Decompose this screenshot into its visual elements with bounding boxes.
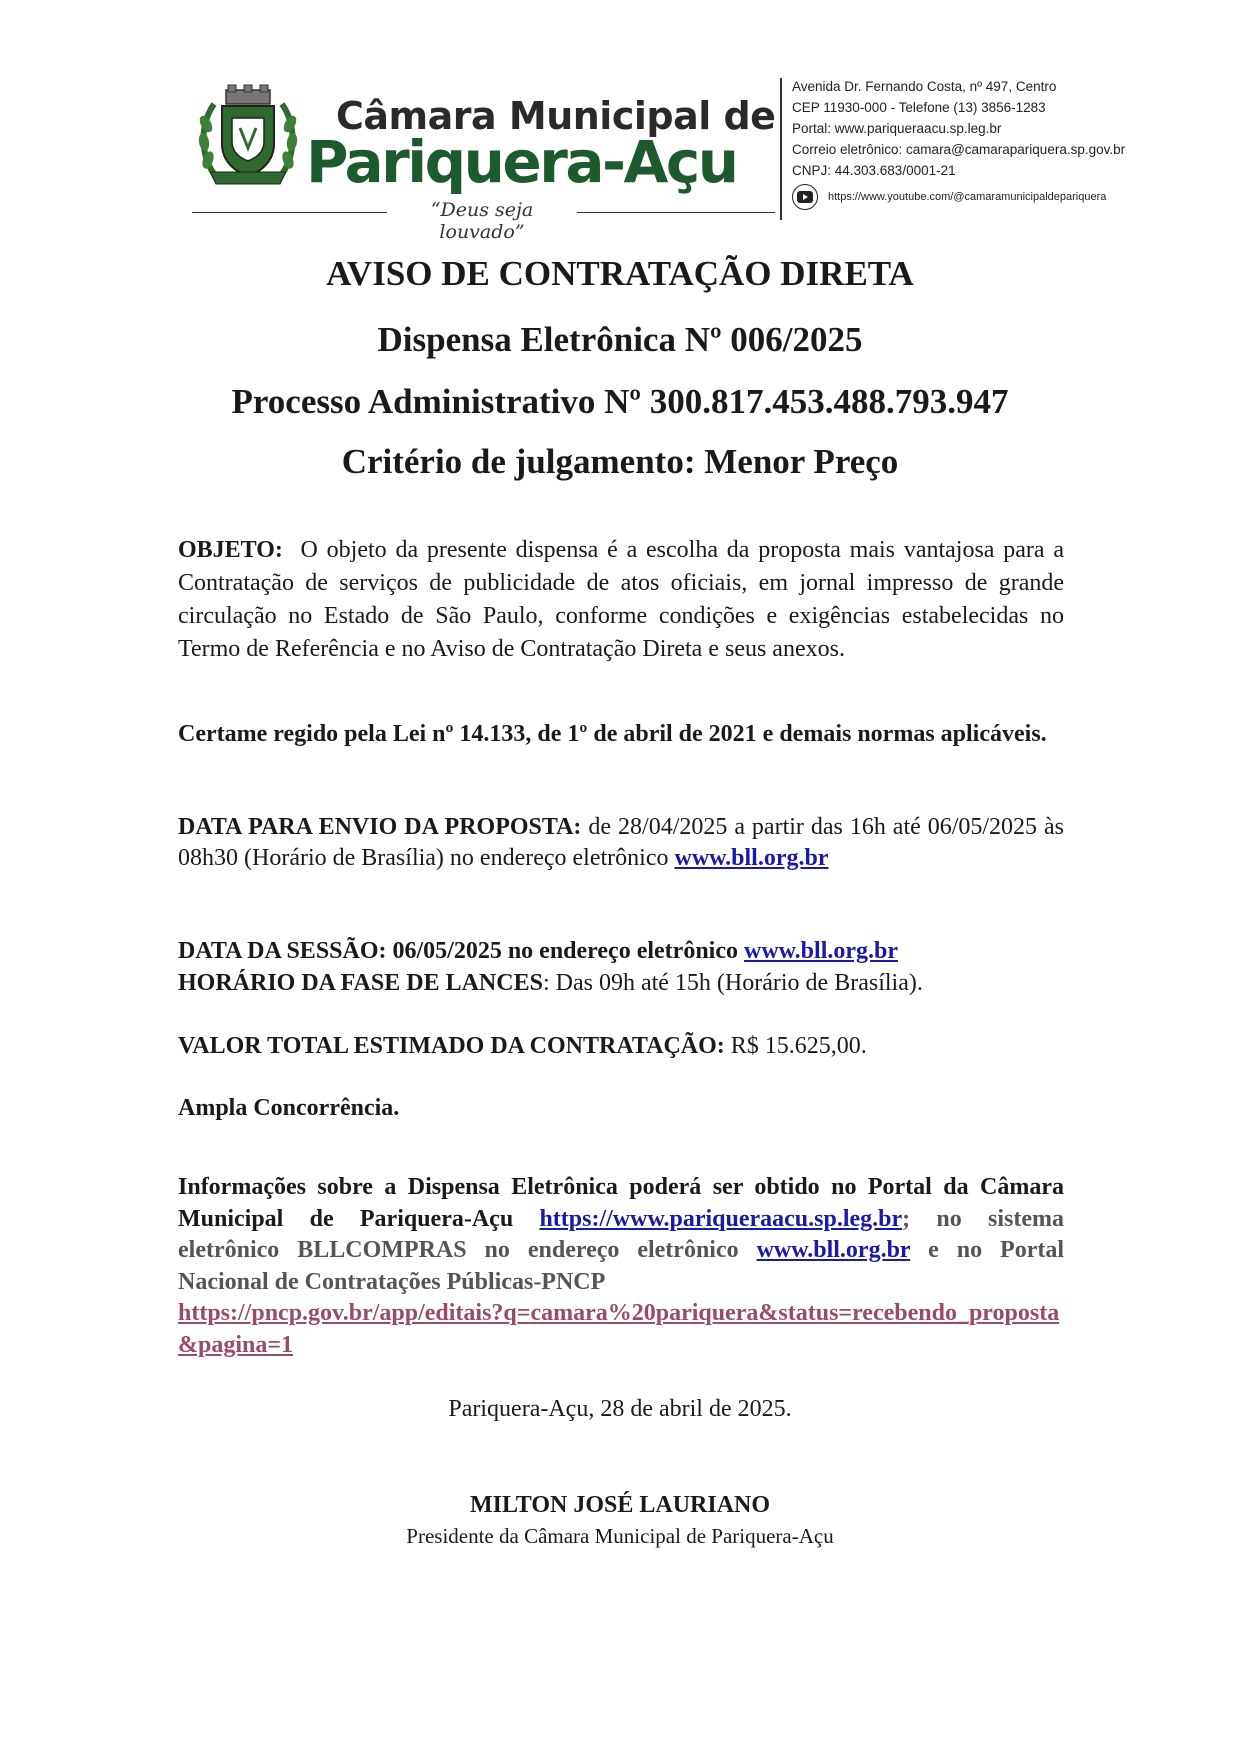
bll-link[interactable]: www.bll.org.br — [744, 938, 899, 964]
valor-paragraph — [178, 1030, 1064, 1063]
lances-label: HORÁRIO DA FASE DE LANCES — [178, 970, 543, 996]
data-envio-paragraph — [178, 812, 1064, 874]
contact-block — [792, 76, 1125, 181]
lances-text: : Das 09h até 15h (Horário de Brasília). — [542, 970, 923, 996]
certame-paragraph: Certame regido pela Lei nº 14.133, de 1º de abril de 2021 e demais normas aplicáveis. — [178, 721, 1047, 747]
portal-link[interactable]: https://www.pariqueraacu.sp.leg.br — [539, 1205, 903, 1232]
info-text-3: e no Portal Nacional de Contratações Públicas-PNCP — [178, 1237, 1065, 1295]
city-date: Pariquera-Açu, 28 de abril de 2025. — [448, 1396, 792, 1422]
criterio-julgamento: Critério de julgamento: Menor Preço — [341, 442, 899, 481]
motto: “Deus seja louvado” — [430, 199, 534, 243]
youtube-url[interactable]: https://www.youtube.com/@camaramunicipaldepariquera — [828, 191, 1107, 203]
youtube-icon — [792, 184, 818, 210]
contact-cnpj: CNPJ: 44.303.683/0001-21 — [792, 163, 956, 178]
letterhead-divider — [780, 78, 782, 220]
contact-address: Avenida Dr. Fernando Costa, nº 497, Centro — [792, 79, 1057, 94]
sessao-paragraph — [178, 935, 1064, 999]
document-title: AVISO DE CONTRATAÇÃO DIRETA — [326, 254, 914, 293]
letterhead — [0, 0, 1240, 243]
contact-portal: Portal: www.pariqueraacu.sp.leg.br — [792, 121, 1002, 136]
youtube-row — [792, 184, 1106, 210]
sessao-text: DATA DA SESSÃO: 06/05/2025 no endereço eletrônico — [178, 938, 738, 964]
signer-role: Presidente da Câmara Municipal de Pariquera-Açu — [406, 1524, 834, 1548]
motto-rule-left — [192, 212, 387, 213]
info-paragraph — [178, 1172, 1064, 1361]
org-name-line2: Pariquera-Açu — [306, 128, 737, 196]
info-text-1: Informações sobre a Dispensa Eletrônica poderá ser obtido no Portal da Câmara Municipal de Pariquera-Açu — [178, 1174, 1064, 1232]
signer-name: MILTON JOSÉ LAURIANO — [469, 1492, 771, 1518]
info-text-2: ; no sistema eletrônico BLLCOMPRAS no endereço eletrônico — [178, 1205, 1065, 1263]
org-name-line1: Câmara Municipal de — [336, 94, 776, 138]
objeto-text: O objeto da presente dispensa é a escolha da proposta mais vantajosa para a Contratação de serviços de publicidade de atos oficiais, em jornal impresso de grande circulação no Estado de São Paulo, conforme condições e exigências estabelecidas no Termo de Referência e no Aviso de Contratação Direta e seus anexos. — [178, 537, 1064, 662]
motto-rule-right — [577, 212, 775, 213]
ampla-concorrencia: Ampla Concorrência. — [178, 1095, 400, 1121]
objeto-label: OBJETO: — [178, 537, 283, 563]
contact-email: Correio eletrônico: camara@camarapariquera.sp.gov.br — [792, 142, 1126, 157]
data-envio-label: DATA PARA ENVIO DA PROPOSTA: — [178, 814, 582, 840]
objeto-paragraph — [178, 534, 1064, 666]
bll-link[interactable]: www.bll.org.br — [756, 1237, 911, 1263]
pncp-link[interactable]: https://pncp.gov.br/app/editais?q=camara%20pariquera&status=recebendo_proposta&pagina=1 — [178, 1300, 1060, 1358]
bll-link[interactable]: www.bll.org.br — [674, 845, 829, 871]
valor-label: VALOR TOTAL ESTIMADO DA CONTRATAÇÃO: — [178, 1033, 725, 1059]
data-envio-text: de 28/04/2025 a partir das 16h até 06/05/2025 às 08h30 (Horário de Brasília) no endereço eletrônico — [178, 814, 1065, 871]
crest-icon — [196, 84, 300, 188]
contact-cep-phone: CEP 11930-000 - Telefone (13) 3856-1283 — [792, 100, 1046, 115]
dispensa-number: Dispensa Eletrônica Nº 006/2025 — [377, 320, 863, 359]
valor-text: R$ 15.625,00. — [730, 1033, 867, 1059]
processo-number: Processo Administrativo Nº 300.817.453.488.793.947 — [231, 382, 1009, 421]
